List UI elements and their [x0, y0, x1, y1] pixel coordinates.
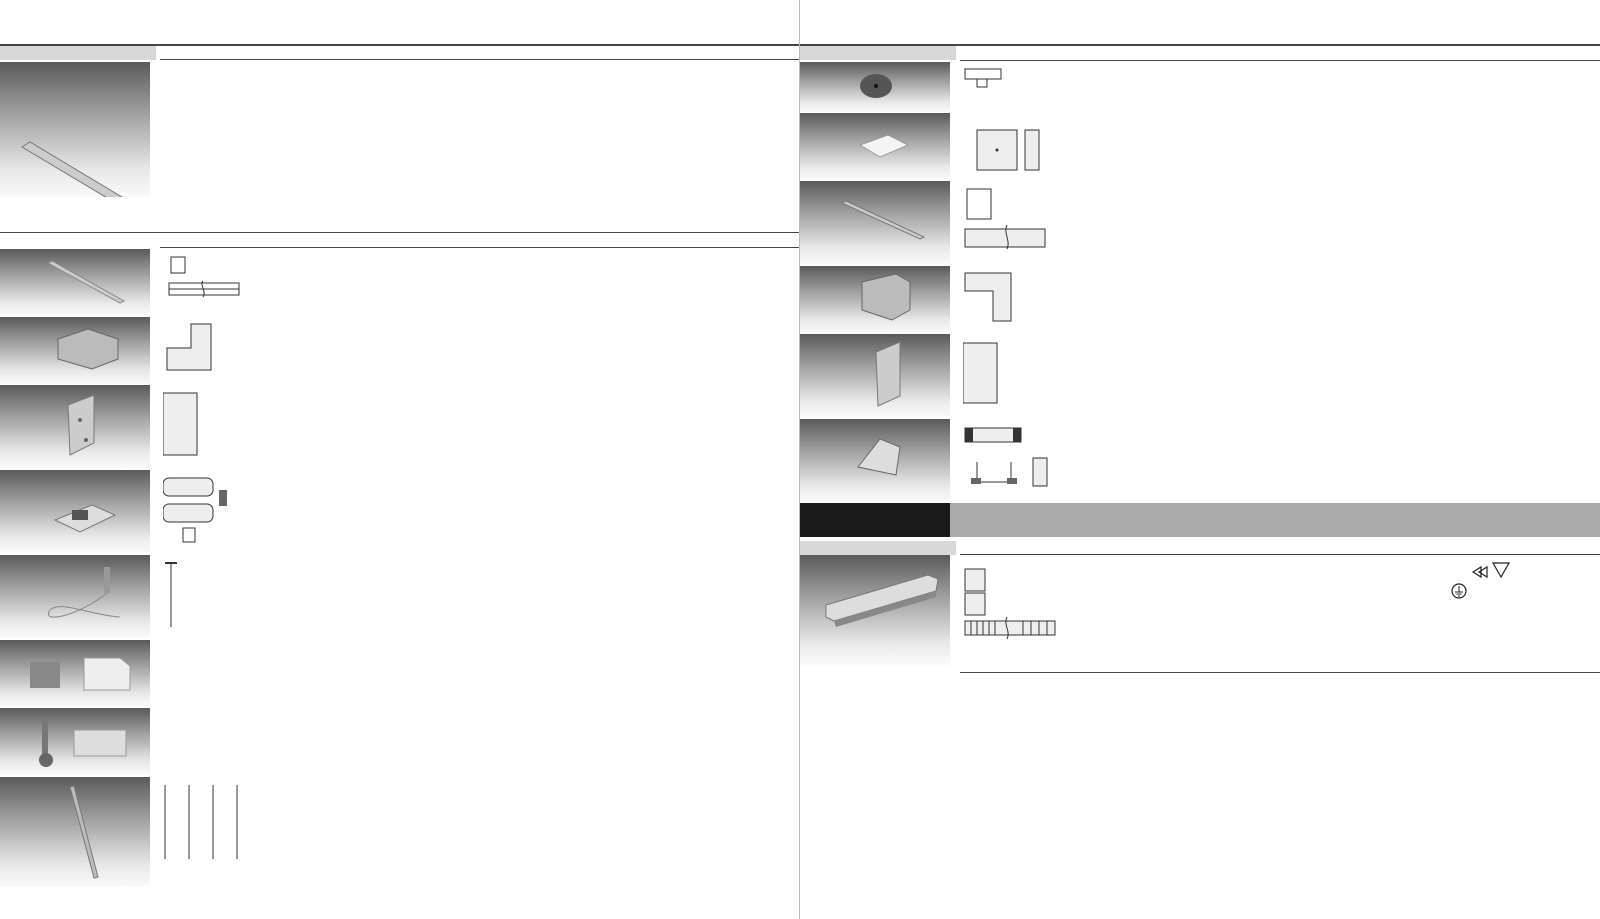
drawing-cable-suspension [163, 561, 203, 631]
drawing-ceiling-cup-round [963, 66, 1023, 106]
photo-ceiling-bracket [0, 708, 150, 775]
sura-title [800, 503, 950, 537]
photo-wall-bracket [0, 640, 150, 707]
ceiling-cup-image [800, 113, 950, 180]
drawing-ceiling-cup-square [963, 124, 1053, 176]
l-joint-image [0, 317, 150, 384]
tube-image [800, 181, 950, 264]
photo-end-cap [0, 385, 150, 468]
product-photo-deli [0, 62, 150, 197]
table-header-rule [160, 59, 800, 60]
section-rule [0, 232, 800, 233]
photo-ceiling-cup-square [800, 113, 950, 180]
recess-kit-image [800, 419, 950, 502]
table-header-rule [960, 60, 1600, 61]
right-page [800, 0, 1600, 919]
table-header-rule [960, 554, 1600, 555]
table-header-rule [960, 672, 1600, 673]
photo-tube-recessed [800, 181, 950, 264]
photo-tube-pendant [0, 249, 150, 316]
end-cap-image [0, 385, 150, 468]
section-bar [800, 46, 956, 60]
photo-end-cap-recessed [800, 334, 950, 417]
protection-class-icon [1451, 583, 1467, 599]
l-joint-image [800, 266, 950, 333]
section-bar [0, 46, 156, 60]
photo-recess-kit [800, 419, 950, 502]
photo-ceiling-cup-round [800, 62, 950, 112]
photo-cable [0, 777, 150, 887]
drawing-end-cap-recessed [963, 341, 1008, 409]
sura-luminaire-image [800, 555, 950, 665]
drawing-tube-recessed [963, 187, 1053, 261]
section-bar [800, 541, 956, 555]
cable-image [0, 777, 150, 887]
photo-cable-suspension [0, 555, 150, 638]
enec-mark-icon [1471, 565, 1489, 579]
drawing-sura [963, 561, 1063, 653]
cable-suspension-image [0, 555, 150, 638]
ceiling-bracket-image [0, 708, 150, 775]
drawing-l-joint-recessed [963, 271, 1023, 331]
table-header-rule [160, 247, 800, 248]
drawing-recess-kit [963, 424, 1073, 502]
drawing-l-joint [163, 322, 223, 382]
photo-sura [800, 555, 950, 665]
ceiling-cup-image [800, 62, 950, 112]
tube-image [0, 249, 150, 316]
drawing-cable [163, 783, 253, 863]
drawing-tube-pendant [163, 253, 253, 315]
deli-luminaire-image [0, 62, 150, 197]
photo-l-joint [0, 317, 150, 384]
end-cap-image [800, 334, 950, 417]
photo-straight-joint [0, 470, 150, 553]
straight-joint-image [0, 470, 150, 553]
wall-bracket-image [0, 640, 150, 707]
drawing-straight-joint [163, 476, 243, 548]
f-mark-icon [1492, 562, 1510, 578]
photo-l-joint-recessed [800, 266, 950, 333]
drawing-end-cap [163, 391, 213, 461]
